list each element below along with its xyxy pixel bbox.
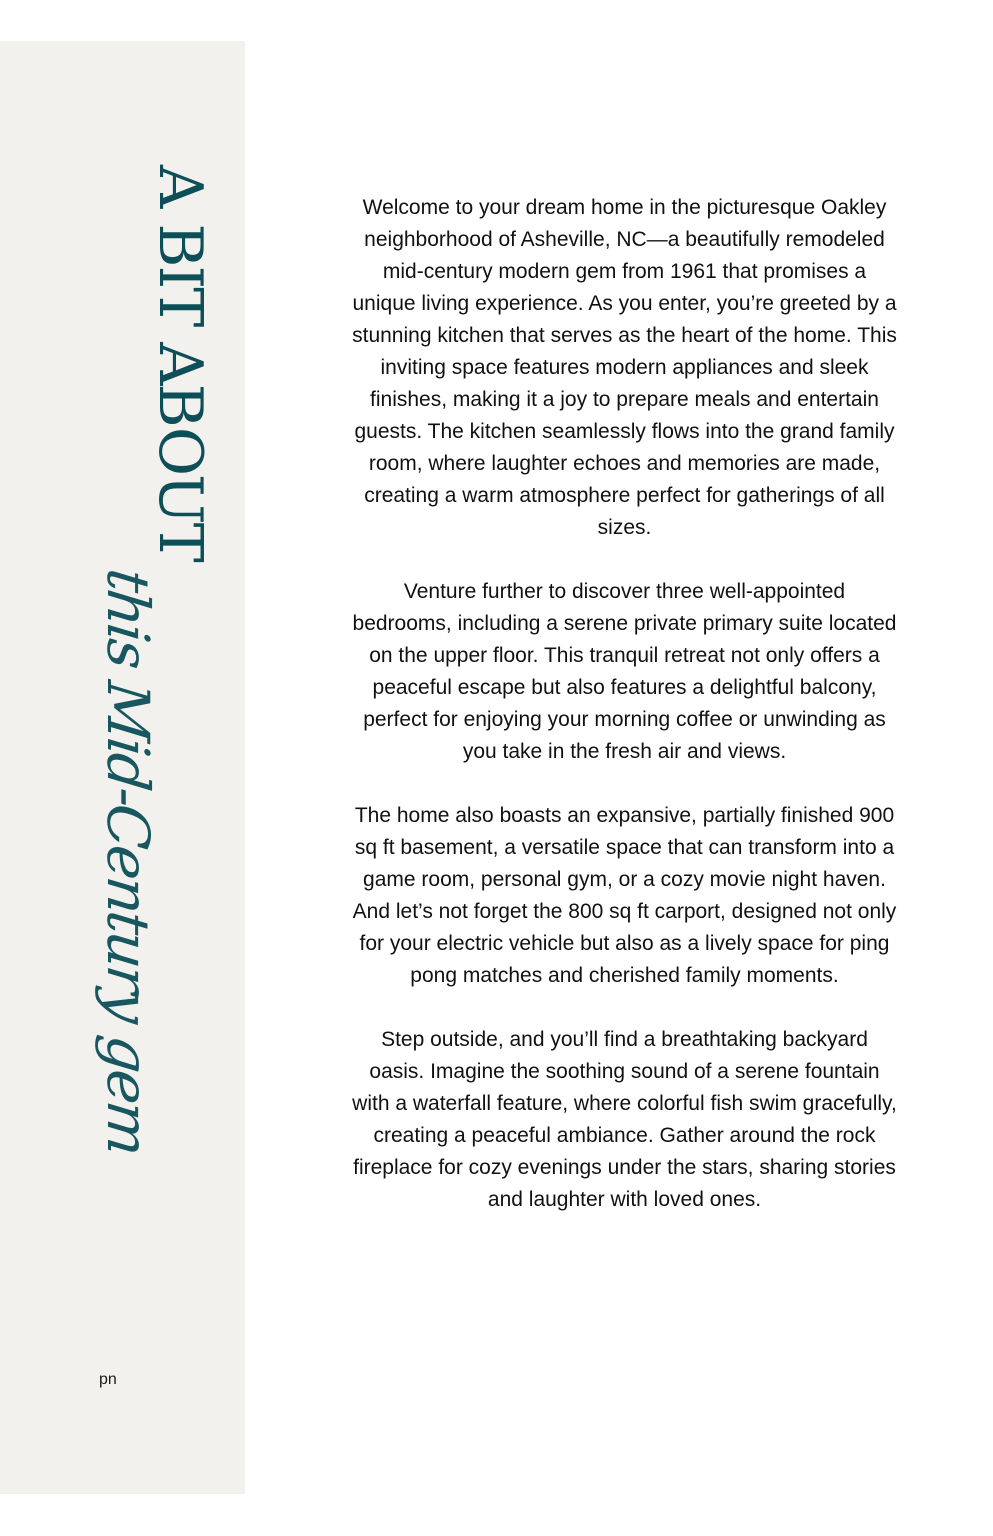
paragraph-bedrooms: Venture further to discover three well-appointed bedrooms, including a serene private primary suite located on the upper floor. This tranquil retreat not only offers a peaceful escape but also features a delightful balcony, perfect for enjoying your morning coffee or unwinding as you take in the fresh air and views. <box>352 580 897 763</box>
paragraph-intro: Welcome to your dream home in the picturesque Oakley neighborhood of Asheville, NC—a beautifully remodeled mid-century modern gem from 1961 that promises a unique living experience. As you enter, you’re greeted by a stunning kitchen that serves as the heart of the home. This inviting space features modern appliances and sleek finishes, making it a joy to prepare meals and entertain guests. The kitchen seamlessly flows into the grand family room, where laughter echoes and memories are made, creating a warm atmosphere perfect for gatherings of all sizes. <box>352 196 897 539</box>
page-number: pn <box>99 1371 117 1388</box>
page-title: A BIT ABOUT <box>145 165 215 561</box>
body-text <box>352 192 897 1248</box>
page-subtitle: this Mid-Century gem <box>94 565 162 1157</box>
paragraph-backyard: Step outside, and you’ll find a breathtaking backyard oasis. Imagine the soothing sound of a serene fountain with a waterfall feature, where colorful fish swim gracefully, creating a peaceful ambiance. Gather around the rock fireplace for cozy evenings under the stars, sharing stories and laughter with loved ones. <box>352 1028 897 1211</box>
paragraph-basement: The home also boasts an expansive, partially finished 900 sq ft basement, a versatile space that can transform into a game room, personal gym, or a cozy movie night haven. And let’s not forget the 800 sq ft carport, designed not only for your electric vehicle but also as a lively space for ping pong matches and cherished family moments. <box>352 804 897 987</box>
